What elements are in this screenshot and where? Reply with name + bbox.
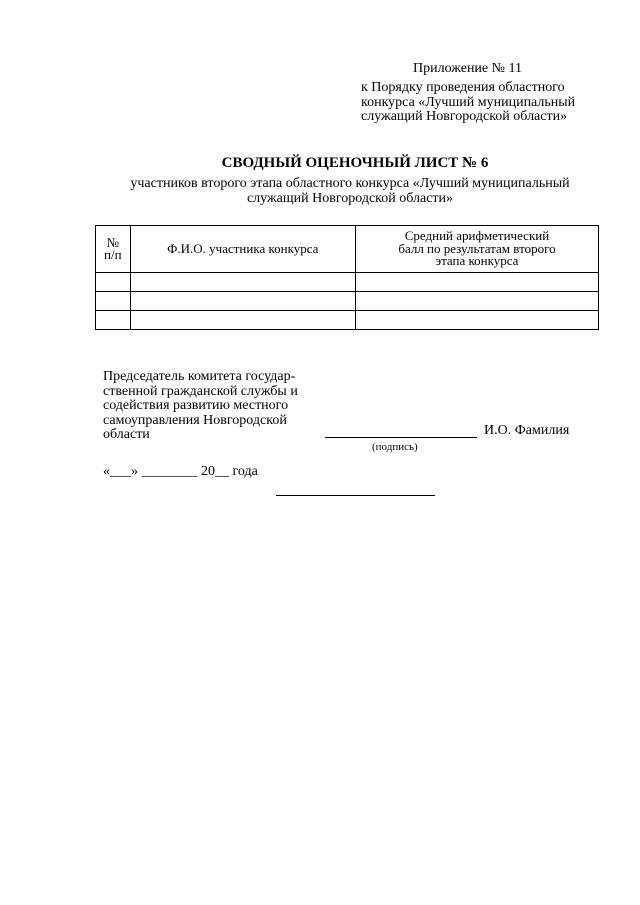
header-name-line: Ф.И.О. участника конкурса	[167, 240, 319, 256]
table-row	[96, 292, 599, 311]
table-cell	[96, 311, 131, 330]
position-line: области	[103, 427, 150, 442]
annex-line: служащий Новгородской области»	[361, 109, 568, 124]
table-cell	[130, 292, 355, 311]
header-score-line: этапа конкурса	[435, 253, 519, 269]
signer-position	[103, 370, 298, 443]
table-cell	[355, 292, 598, 311]
header-score-line: Средний арифметический	[404, 228, 550, 244]
table-header-row	[96, 226, 599, 273]
header-name	[130, 226, 355, 273]
document-subtitle	[100, 177, 600, 206]
table-cell	[96, 273, 131, 292]
table-cell	[355, 273, 598, 292]
signer-name: И.О. Фамилия	[484, 423, 570, 438]
table-cell	[130, 273, 355, 292]
table-cell	[130, 311, 355, 330]
table-cell	[96, 292, 131, 311]
signature-caption: (подпись)	[372, 441, 418, 453]
subtitle-line: участников второго этапа областного конкурса «Лучший муниципальный	[130, 176, 570, 191]
subtitle-line: служащий Новгородской области»	[246, 190, 454, 206]
annex-line: конкурса «Лучший муниципальный	[361, 94, 576, 110]
header-number-line: №	[106, 234, 120, 250]
header-number-line: п/п	[104, 247, 122, 262]
annex-title: Приложение № 11	[413, 61, 522, 76]
date-line: «___» ________ 20__ года	[103, 464, 258, 479]
annex-reference	[361, 81, 575, 125]
position-line: ственной гражданской службы и	[103, 383, 298, 399]
blank-line	[276, 495, 435, 496]
position-line: самоуправления Новгородской	[103, 412, 287, 428]
table-row	[96, 311, 599, 330]
header-score	[355, 226, 598, 273]
header-score-line: балл по результатам второго	[398, 240, 556, 256]
signature-line	[325, 437, 477, 438]
score-table	[95, 225, 599, 330]
document-title: СВОДНЫЙ ОЦЕНОЧНЫЙ ЛИСТ № 6	[221, 155, 489, 171]
table-row	[96, 273, 599, 292]
annex-line: к Порядку проведения областного	[361, 80, 565, 95]
position-line: содействия развитию местного	[103, 398, 289, 413]
position-line: Председатель комитета государ-	[103, 369, 296, 384]
table-cell	[355, 311, 598, 330]
header-number	[96, 226, 131, 273]
